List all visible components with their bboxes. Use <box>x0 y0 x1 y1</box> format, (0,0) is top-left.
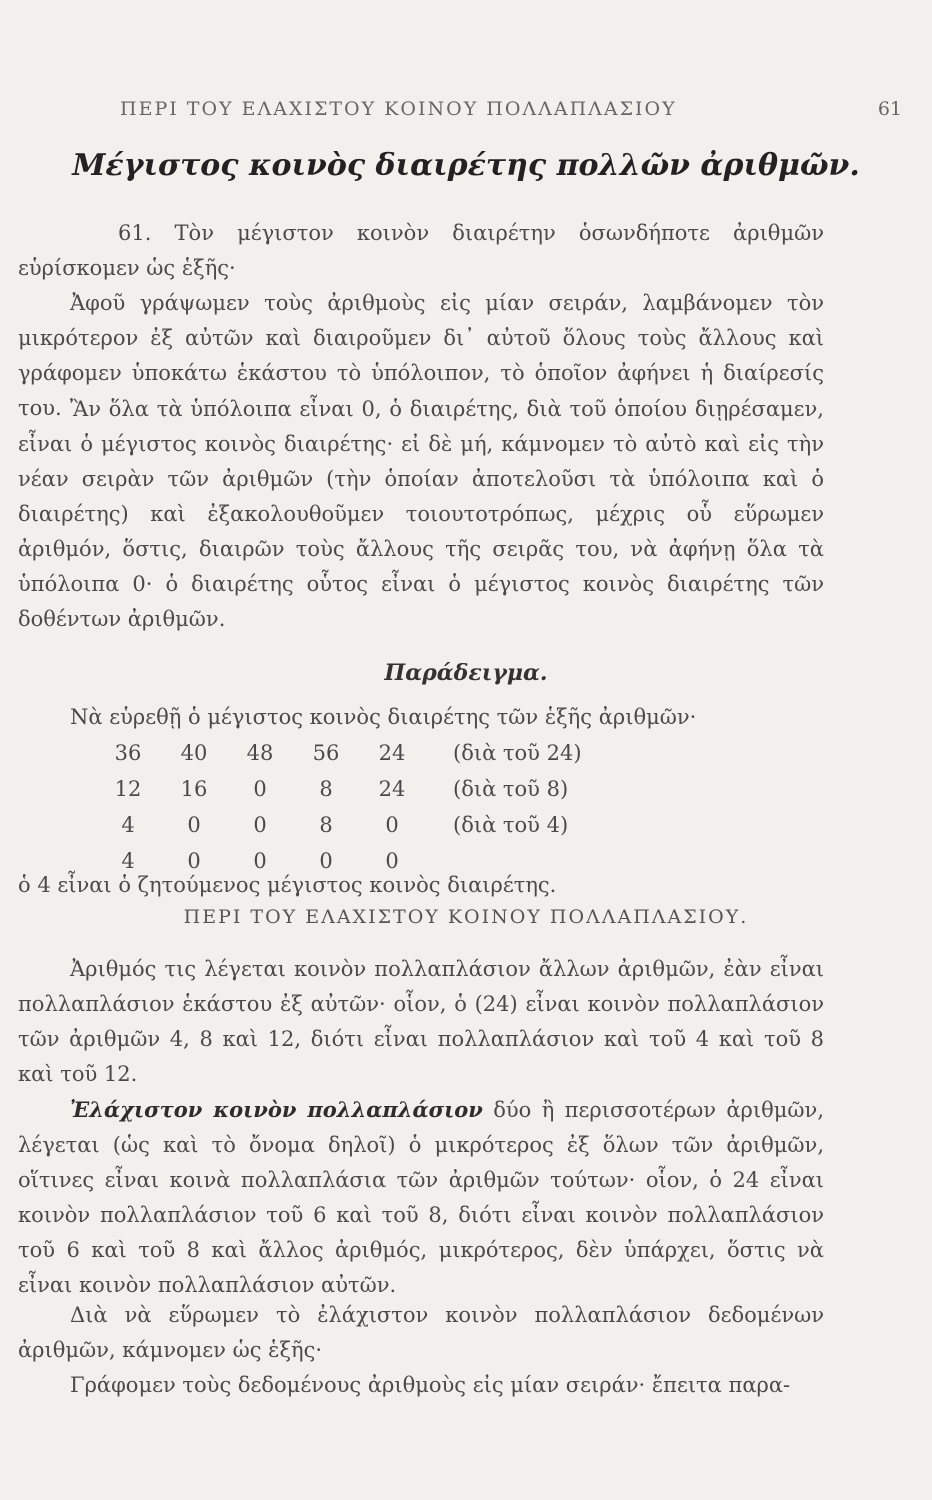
example-cell: 4 <box>121 813 135 837</box>
example-cell: 40 <box>180 741 208 765</box>
example-cell: 0 <box>253 849 267 873</box>
example-cell: 12 <box>114 777 142 801</box>
page-number: 61 <box>877 98 902 120</box>
example-cell: 0 <box>187 849 201 873</box>
example-divisor-note: (διὰ τοῦ 24) <box>453 741 582 765</box>
lcm-subheading: ΠΕΡΙ ΤΟΥ ΕΛΑΧΙΣΤΟΥ ΚΟΙΝΟΥ ΠΟΛΛΑΠΛΑΣΙΟΥ. <box>183 906 749 928</box>
lcm-definition: Ἀριθμός τις λέγεται κοινὸν πολλαπλάσιον ἄλλων ἀριθμῶν, ἐὰν εἶναι πολλαπλάσιον ἑκάστου ἐξ αὐτῶν· οἷον, ὁ (24) εἶναι κοινὸν πολλαπλάσιον τῶν ἀριθμῶν 4, 8 καὶ 12, διότι εἶναι πολλαπλάσιον καὶ τοῦ 4 καὶ τοῦ 8 καὶ τοῦ 12. <box>18 957 824 1086</box>
example-title: Παράδειγμα. <box>384 660 548 686</box>
example-cell: 0 <box>319 849 333 873</box>
example-cell: 0 <box>385 813 399 837</box>
paragraph-method: Ἀφοῦ γράψωμεν τοὺς ἀριθμοὺς εἰς μίαν σειράν, λαμβάνομεν τὸν μικρότερον ἐξ αὐτῶν καὶ διαιροῦμεν δι᾽ αὐτοῦ ὅλους τοὺς ἄλλους καὶ γράφομεν ὑποκάτω ἑκάστου τὸ ὑπόλοιπον, τὸ ὁποῖον ἀφήνει ἡ διαίρεσίς του. <box>18 291 824 420</box>
example-cell: 0 <box>187 813 201 837</box>
example-cell: 24 <box>378 741 406 765</box>
example-cell: 0 <box>253 813 267 837</box>
lcm-method-start: Γράφομεν τοὺς δεδομένους ἀριθμοὺς εἰς μίαν σειράν· ἔπειτα παρα- <box>70 1373 791 1397</box>
running-title: ΠΕΡΙ ΤΟΥ ΕΛΑΧΙΣΤΟΥ ΚΟΙΝΟΥ ΠΟΛΛΑΠΛΑΣΙΟΥ <box>120 98 677 120</box>
example-cell: 48 <box>246 741 274 765</box>
example-cell: 0 <box>385 849 399 873</box>
lcm-term: Ἐλάχιστον κοινὸν πολλαπλάσιον <box>70 1097 483 1122</box>
example-divisor-note: (διὰ τοῦ 8) <box>453 777 569 801</box>
paragraph-rule: Ἂν ὅλα τὰ ὑπόλοιπα εἶναι 0, ὁ διαιρέτης, διὰ τοῦ ὁποίου διῃρέσαμεν, εἶναι ὁ μέγιστος κοινὸς διαιρέτης· εἰ δὲ μή, κάμνομεν τὸ αὐτὸ καὶ εἰς τὴν νέαν σειρὰν τῶν ἀριθμῶν (τὴν ὁποίαν ἀποτελοῦσι τὰ ὑπόλοιπα καὶ ὁ διαιρέτης) καὶ ἐξακολουθοῦμεν τοιουτοτρόπως, μέχρις οὗ εὕρωμεν ἀριθμόν, ὅστις, διαιρῶν τοὺς ἄλλους τῆς σειρᾶς του, νὰ ἀφήνῃ ὅλα τὰ ὑπόλοιπα 0· ὁ διαιρέτης οὗτος εἶναι ὁ μέγιστος κοινὸς διαιρέτης τῶν δοθέντων ἀριθμῶν. <box>18 397 824 631</box>
example-cell: 8 <box>319 777 333 801</box>
example-cell: 8 <box>319 813 333 837</box>
example-cell: 56 <box>312 741 340 765</box>
example-row <box>95 807 582 843</box>
section-title: Μέγιστος κοινὸς διαιρέτης πολλῶν ἀριθμῶν. <box>72 148 860 183</box>
example-cell: 36 <box>114 741 142 765</box>
example-divisor-note: (διὰ τοῦ 4) <box>453 813 569 837</box>
example-cell: 0 <box>253 777 267 801</box>
example-table <box>95 735 582 879</box>
lcm-method-intro: Διὰ νὰ εὕρωμεν τὸ ἐλάχιστον κοινὸν πολλαπλάσιον δεδομένων ἀριθμῶν, κάμνομεν ὡς ἑξῆς· <box>18 1303 824 1362</box>
lcm-least-definition <box>18 1092 824 1303</box>
example-cell: 4 <box>121 849 135 873</box>
lcm-least-text: δύο ἢ περισσοτέρων ἀριθμῶν, λέγεται (ὡς καὶ τὸ ὄνομα δηλοῖ) ὁ μικρότερος ἐξ ὅλων τῶν ἀριθμῶν, οἵτινες εἶναι κοινὰ πολλαπλάσια τῶν ἀριθμῶν τούτων· οἷον, ὁ 24 εἶναι κοινὸν πολλαπλάσιον τοῦ 6 καὶ τοῦ 8, διότι εἶναι κοινὸν πολλαπλάσιον τοῦ 6 καὶ τοῦ 8 καὶ ἄλλος ἀριθμός, μικρότερος, δὲν ὑπάρχει, ὅστις νὰ εἶναι κοινὸν πολλαπλάσιον αὐτῶν. <box>18 1098 824 1297</box>
running-header <box>120 98 902 120</box>
example-intro: Νὰ εὑρεθῇ ὁ μέγιστος κοινὸς διαιρέτης τῶν ἑξῆς ἀριθμῶν· <box>70 705 697 729</box>
example-cell: 16 <box>180 777 208 801</box>
example-row <box>95 735 582 771</box>
example-result: ὁ 4 εἶναι ὁ ζητούμενος μέγιστος κοινὸς διαιρέτης. <box>18 873 557 897</box>
example-cell: 24 <box>378 777 406 801</box>
paragraph-61-intro: 61. Τὸν μέγιστον κοινὸν διαιρέτην ὁσωνδήποτε ἀριθμῶν εὑρίσκομεν ὡς ἑξῆς· <box>18 221 824 280</box>
example-row <box>95 771 582 807</box>
